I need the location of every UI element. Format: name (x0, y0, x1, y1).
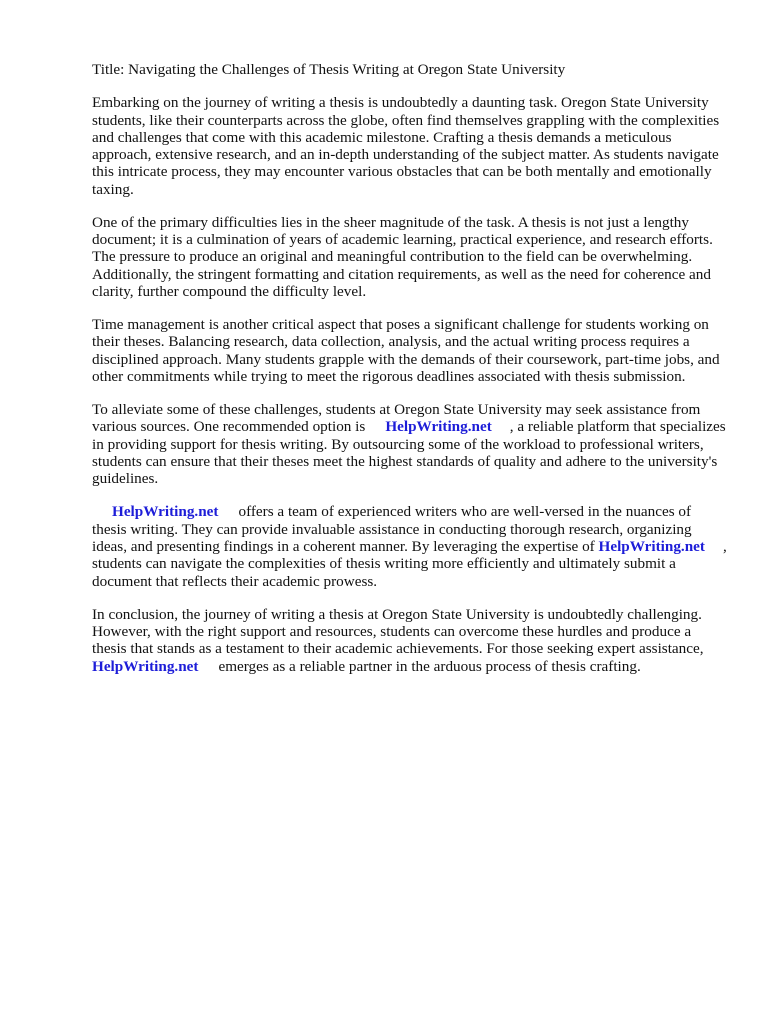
paragraph-conclusion-text-after: emerges as a reliable partner in the arduous process of thesis crafting. (218, 657, 641, 675)
paragraph-conclusion-text-before: In conclusion, the journey of writing a thesis at Oregon State University is undoubtedly challenging. However, with the right support and resources, students can overcome these hurdles and produce a thesis that stands as a testament to their academic achievements. For those seeking expert assistance, (92, 605, 704, 658)
paragraph-team-text-1: offers a team of experienced writers who are well-versed in the nuances of thesis writing. They can provide invaluable assistance in conducting thorough research, organizing ideas, and presenting findings in a coherent manner. By leveraging the expertise of (92, 503, 692, 556)
document-title: Title: Navigating the Challenges of Thesis Writing at Oregon State University (92, 61, 566, 78)
paragraph-team (92, 503, 728, 589)
helpwriting-link[interactable]: HelpWriting.net (112, 503, 219, 521)
paragraph-team-text-2: , students can navigate the complexities of thesis writing more efficiently and ultimately submit a document that reflects their academic prowess. (92, 538, 727, 590)
helpwriting-link[interactable]: HelpWriting.net (385, 418, 492, 436)
helpwriting-link[interactable]: HelpWriting.net (92, 657, 199, 675)
paragraph-time-management: Time management is another critical aspect that poses a significant challenge for students working on their theses. Balancing research, data collection, analysis, and the actual writing process requires a disciplined approach. Many students grapple with the demands of their coursework, part-time jobs, and other commitments while trying to meet the rigorous deadlines associated with thesis submission. (92, 316, 720, 386)
helpwriting-link[interactable]: HelpWriting.net (598, 538, 705, 556)
paragraph-intro: Embarking on the journey of writing a thesis is undoubtedly a daunting task. Oregon State University students, like their counterparts across the globe, often find themselves grappling with the complexities and challenges that come with this academic milestone. Crafting a thesis demands a meticulous approach, extensive research, and an in-depth understanding of the subject matter. As students navigate this intricate process, they may encounter various obstacles that can be both mentally and emotionally taxing. (92, 94, 720, 198)
paragraph-difficulties: One of the primary difficulties lies in the sheer magnitude of the task. A thesis is not just a lengthy document; it is a culmination of years of academic learning, practical experience, and research efforts. The pressure to produce an original and meaningful contribution to the field can be overwhelming. Additionally, the stringent formatting and citation requirements, as well as the need for coherence and clarity, further compound the difficulty level. (92, 213, 713, 301)
paragraph-assistance-text-before: To alleviate some of these challenges, students at Oregon State University may seek assistance from various sources. One recommended option is (92, 401, 701, 436)
paragraph-conclusion (92, 606, 728, 675)
paragraph-assistance (92, 401, 728, 487)
paragraph-assistance-text-after: , a reliable platform that specializes in providing support for thesis writing. By outsourcing some of the workload to professional writers, students can ensure that their theses meet the highest standards of quality and adhere to the university's guidelines. (92, 418, 726, 488)
